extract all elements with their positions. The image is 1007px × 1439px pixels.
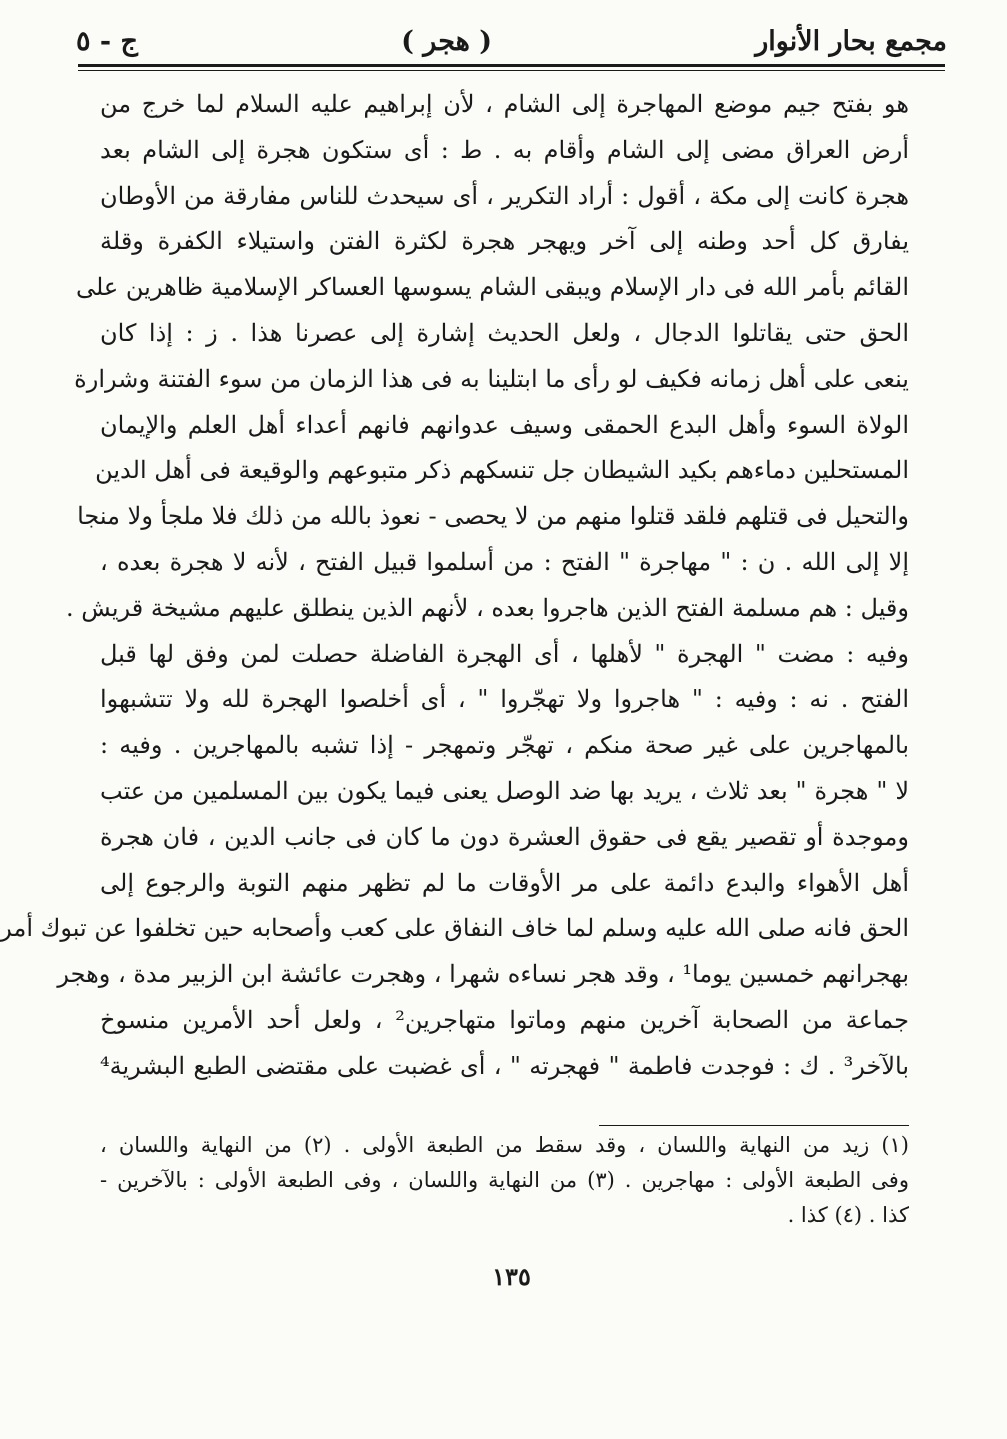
header-rule-thin (78, 70, 945, 71)
text-line: يفارق كل أحد وطنه إلى آخر ويهجر هجرة لكثرة الفتن واستيلاء الكفرة وقلة (100, 227, 909, 256)
text-line: هجرة كانت إلى مكة ، أقول : أراد التكرير ، أى سيحدث للناس مفارقة من الأوطان (100, 181, 909, 210)
page-header (76, 18, 947, 64)
volume-number: ج - ٥ (76, 25, 138, 57)
page-number: ١٣٥ (492, 1262, 531, 1291)
text-line: لا " هجرة " بعد ثلاث ، يريد بها ضد الوصل يعنى فيما يكون بين المسلمين من عتب (100, 776, 909, 805)
text-line: القائم بأمر الله فى دار الإسلام ويبقى الشام يسوسها العساكر الإسلامية ظاهرين على (75, 273, 909, 302)
footnote-line: وفى الطبعة الأولى : مهاجرين . (٣) من النهاية واللسان ، وفى الطبعة الأولى : بالآخرين - (100, 1168, 909, 1192)
text-line: وموجدة أو تقصير يقع فى حقوق العشرة دون ما كان فى جانب الدين ، فان هجرة (100, 822, 909, 851)
text-line: ينعى على أهل زمانه فكيف لو رأى ما ابتلينا به فى هذا الزمان من سوء الفتنة وشرارة (74, 364, 909, 393)
text-line: الولاة السوء وأهل البدع الحمقى وسيف عدوانهم فانهم أعداء أهل العلم والإيمان (100, 410, 909, 439)
text-line: المستحلين دماءهم بكيد الشيطان جل تنسكهم ذكر متبوعهم والوقيعة فى أهل الدين (95, 456, 909, 485)
text-line: الحق حتى يقاتلوا الدجال ، ولعل الحديث إشارة إلى عصرنا هذا . ز : إذا كان (100, 318, 909, 347)
text-line: هو بفتح جيم موضع المهاجرة إلى الشام ، لأن إبراهيم عليه السلام لما خرج من (100, 90, 909, 118)
text-line: جماعة من الصحابة آخرين منهم وماتوا متهاجرين² ، ولعل أحد الأمرين منسوخ (100, 1005, 909, 1034)
text-line: أهل الأهواء والبدع دائمة على مر الأوقات ما لم تظهر منهم التوبة والرجوع إلى (100, 868, 909, 897)
text-line: والتحيل فى قتلهم فلقد قتلوا منهم من لا يحصى - نعوذ بالله من ذلك فلا ملجأ ولا منجا (77, 502, 909, 531)
footnote-line: كذا . (٤) كذا . (787, 1203, 909, 1227)
text-line: وقيل : هم مسلمة الفتح الذين هاجروا بعده ، لأنهم الذين ينطلق عليهم مشيخة قريش . (66, 593, 909, 622)
text-line: بالآخر³ . ك : فوجدت فاطمة " فهجرته " ، أى غضبت على مقتضى الطبع البشرية⁴ (100, 1051, 909, 1080)
text-line: إلا إلى الله . ن : " مهاجرة " الفتح : من أسلموا قبيل الفتح ، لأنه لا هجرة بعده ، (100, 547, 909, 576)
main-text (0, 82, 909, 1090)
book-title: مجمع بحار الأنوار (755, 25, 947, 57)
footnotes (100, 1128, 909, 1233)
text-line: الفتح . نه : وفيه : " هاجروا ولا تهجّروا " ، أى أخلصوا الهجرة لله ولا تتشبهوا (100, 685, 909, 714)
footnote-rule (599, 1125, 909, 1126)
text-line: بهجرانهم خمسين يوما¹ ، وقد هجر نساءه شهرا ، وهجرت عائشة ابن الزبير مدة ، وهجر (57, 960, 909, 989)
entry-word: ( هجر ) (401, 25, 493, 57)
text-line: وفيه : مضت " الهجرة " لأهلها ، أى الهجرة الفاضلة حصلت لمن وفق لها قبل (100, 639, 909, 668)
text-line: الحق فانه صلى الله عليه وسلم لما خاف النفاق على كعب وأصحابه حين تخلفوا عن تبوك أمر (0, 914, 909, 943)
header-rule (78, 64, 945, 67)
text-line: أرض العراق مضى إلى الشام وأقام به . ط : أى ستكون هجرة إلى الشام بعد (100, 135, 909, 164)
footnote-line: (١) زيد من النهاية واللسان ، وقد سقط من الطبعة الأولى . (٢) من النهاية واللسان ، (100, 1133, 909, 1157)
text-line: بالمهاجرين على غير صحة منكم ، تهجّر وتمهجر - إذا تشبه بالمهاجرين . وفيه : (100, 731, 909, 760)
